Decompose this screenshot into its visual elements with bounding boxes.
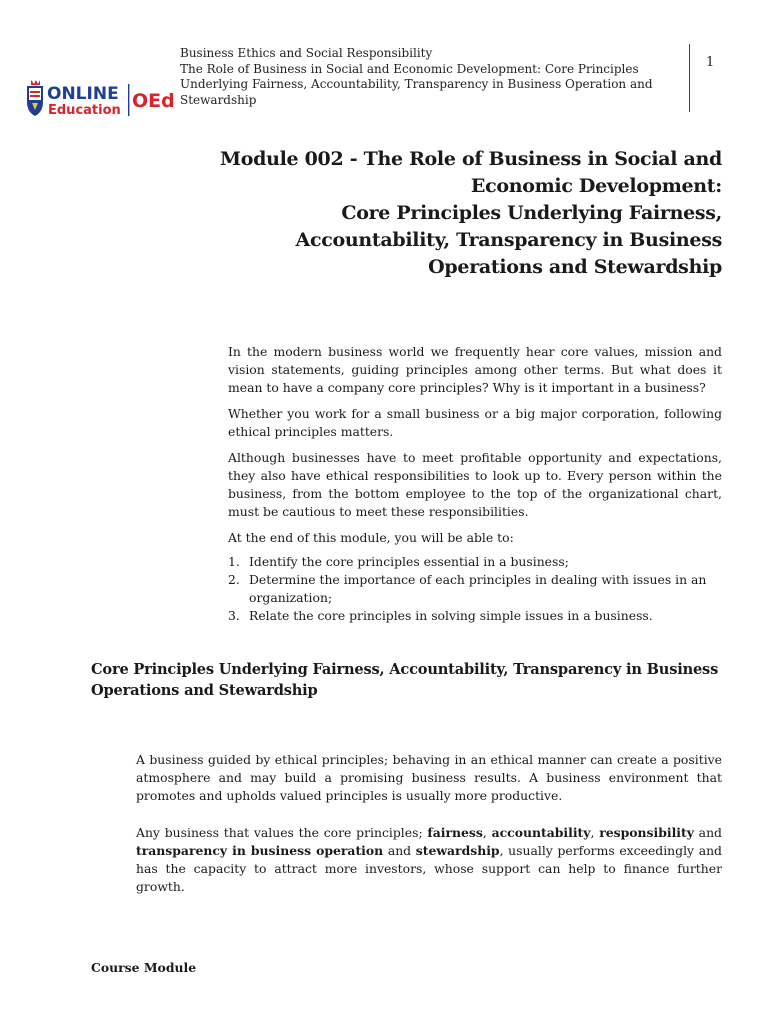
title-line: Economic Development:: [470, 175, 722, 197]
body-paragraph: A business guided by ethical principles; behaving in an ethical manner can create a positive atmosphere and may build a promising business results. A business environment that promotes and upholds valued principles is usually more productive.: [136, 752, 722, 804]
header-divider: [689, 44, 690, 112]
header-course-title: Business Ethics and Social Responsibility: [180, 46, 433, 60]
module-title: [162, 146, 722, 281]
objective-item: [228, 571, 722, 607]
title-line: Operations and Stewardship: [428, 256, 722, 278]
term-accountability: accountability: [491, 824, 591, 840]
intro-paragraph: Whether you work for a small business or a big major corporation, following ethical principles matters.: [228, 406, 722, 439]
page-number: 1: [706, 55, 715, 70]
objective-number: 1.: [228, 554, 240, 569]
term-fairness: fairness: [427, 824, 483, 840]
objective-number: 2.: [228, 572, 240, 587]
objective-item: [228, 607, 722, 625]
term-stewardship: stewardship: [415, 842, 500, 858]
footer-course-module: Course Module: [91, 960, 197, 975]
online-education-logo: [24, 78, 174, 120]
section-body: [136, 751, 722, 914]
running-header: [180, 46, 660, 108]
objectives-list: [228, 553, 722, 625]
svg-text:Education: Education: [48, 103, 121, 118]
intro-paragraph: In the modern business world we frequently hear core values, mission and vision statements, guiding principles among other terms. But what does it mean to have a company core principles? Why is it important in a business?: [228, 344, 722, 395]
term-responsibility: responsibility: [599, 824, 694, 840]
objective-text: Determine the importance of each principles in dealing with issues in an organization;: [249, 572, 707, 605]
intro-paragraph: Although businesses have to meet profitable opportunity and expectations, they also have ethical responsibilities to look up to. Every person within the business, from the bottom employee to the top of the organizational chart, must be cautious to meet these responsibilities.: [228, 450, 722, 519]
svg-text:OEd: OEd: [132, 90, 174, 112]
objective-text: Identify the core principles essential in a business;: [249, 554, 569, 569]
header-topic-line: The Role of Business in Social and Economic Development: Core Principles: [180, 61, 639, 76]
section-heading: Core Principles Underlying Fairness, Accountability, Transparency in Business Operations and Stewardship: [91, 661, 719, 699]
body-paragraph-core-principles: Any business that values the core principles; fairness, accountability, responsibility and transparency in business operation and stewardship, usually performs exceedingly and has the capacity to attract more investors, whose support can help to finance further growth.: [136, 824, 722, 895]
term-transparency: transparency in business operation: [136, 842, 384, 858]
objectives-lead: At the end of this module, you will be able to:: [228, 530, 514, 545]
objective-number: 3.: [228, 608, 240, 623]
svg-text:ONLINE: ONLINE: [47, 84, 119, 104]
title-line: Module 002 - The Role of Business in Social and: [220, 148, 722, 170]
logo-graphic: [24, 78, 174, 120]
header-topic-line: Stewardship: [180, 92, 257, 107]
objective-text: Relate the core principles in solving simple issues in a business.: [249, 608, 653, 623]
objective-item: [228, 553, 722, 571]
title-line: Core Principles Underlying Fairness,: [341, 202, 722, 224]
header-topic-line: Underlying Fairness, Accountability, Transparency in Business Operation and: [180, 77, 653, 91]
shield-icon: [27, 80, 43, 116]
title-line: Accountability, Transparency in Business: [295, 229, 722, 251]
intro-section: [228, 343, 722, 625]
